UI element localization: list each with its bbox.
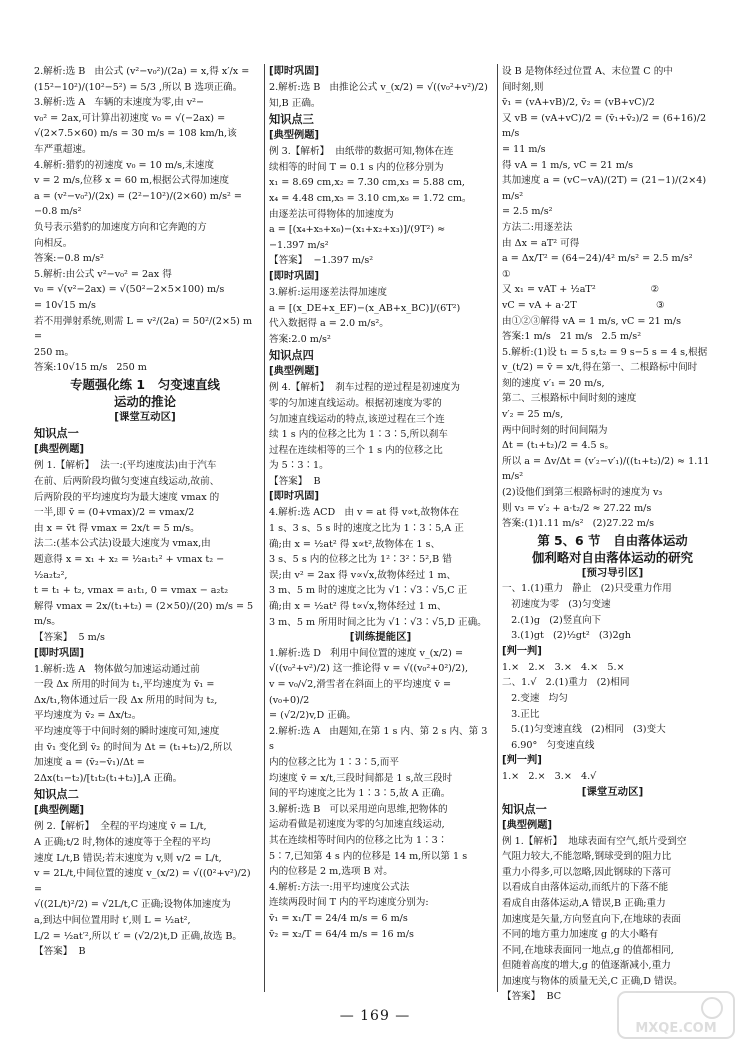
text-line: 例 4.【解析】 刹车过程的逆过程是初速度为 (269, 382, 460, 394)
text-line: Δt = (t₁+t₂)/2 = 4.5 s。 (502, 440, 615, 452)
text-line: 气阻力较大,不能忽略,钢球受到的阻力比 (502, 851, 672, 863)
text-line: 6.90° 匀变速直线 (502, 739, 595, 751)
text-line: x₄ = 4.48 cm,x₅ = 3.10 cm,x₆ = 1.72 cm。 (269, 192, 472, 204)
text-line: 4.解析:方法一:用平均速度公式法 (269, 881, 410, 893)
text-line: 初速度为零 (3)匀变速 (502, 599, 611, 610)
text-line: 250 m。 (34, 346, 75, 358)
section-heading: 知识点三 (269, 113, 314, 127)
text-line: 均速度 v̄ = x/t,三段时间都是 1 s,故三段时 (269, 772, 453, 784)
subsection-label: [判一判] (502, 755, 542, 767)
text-line: 所以 a = Δv/Δt = (v′₂−v′₁)/((t₁+t₂)/2) ≈ 1.11 m/s² (502, 455, 713, 483)
text-line: 3.解析:选 B 可以采用逆向思维,把物体的 (269, 803, 448, 815)
text-line: 2.(1)g (2)竖直向下 (502, 614, 602, 626)
text-line: 由①②③解得 vA = 1 m/s, vC = 21 m/s (502, 315, 682, 327)
text-line: 则 v₃ = v′₂ + a·t₂/2 ≈ 27.22 m/s (502, 502, 652, 514)
text-line: x₁ = 8.69 cm,x₂ = 7.30 cm,x₃ = 5.88 cm, (269, 177, 465, 189)
text-line: 间的平均速度之比为 1∶3∶5,故 A 正确。 (269, 788, 451, 800)
text-line: 【答案】 5 m/s (34, 632, 105, 643)
text-line: 例 2.【解析】 全程的平均速度 v̄ = L/t, (34, 821, 207, 833)
text-line: 3 m、5 m 所用时间之比为 √1∶√3∶√5,D 正确。 (269, 616, 487, 628)
text-line: 刻的速度 v′₁ = 20 m/s, (502, 377, 605, 389)
text-line: 误;由 v² = 2ax 得 v∝√x,故物体经过 1 m、 (269, 569, 457, 581)
text-line: a = (v²−v₀²)/(2x) = (2²−10²)/(2×60) m/s² = −0.8 m/s² (34, 190, 246, 218)
text-line: 不同,在地球表面同一地点,g 的值都相同, (502, 944, 674, 956)
text-line: 答案:(1)1.11 m/s² (2)27.22 m/s (502, 518, 655, 530)
text-line: 不同的地方重力加速度 g 的大小略有 (502, 929, 659, 941)
text-line: 得 vA = 1 m/s, vC = 21 m/s (502, 159, 634, 171)
chapter-title: 专题强化练 1 匀变速直线 (70, 376, 220, 392)
text-line: 一、1.(1)重力 静止 (2)只受重力作用 (502, 583, 672, 595)
chapter-title: 运动的推论 (114, 393, 176, 409)
text-line: 5∶7,已知第 4 s 内的位移是 14 m,所以第 1 s (269, 850, 468, 862)
text-line: 加速度 a = (v̄₂−v̄₁)/Δt = 2Δx(t₁−t₂)/[t₁t₂(t₁+t₂)],A 正确。 (34, 757, 183, 784)
text-line: v_(t/2) = v̄ = x/t,得在第一、二根路标中间时 (502, 362, 698, 374)
text-line: 向相反。 (34, 237, 73, 249)
text-line: 设 B 是物体经过位置 A、末位置 C 的中 (502, 66, 673, 77)
text-line: 平均速度为 v̄₂ = Δx/t₂。 (34, 710, 142, 722)
text-line: 续相等的时间 T = 0.1 s 内的位移分别为 (269, 161, 444, 173)
text-line: 其加速度 a = (vC−vA)/(2T) = (21−1)/(2×4) m/s² (502, 175, 710, 202)
text-line: 答案:−0.8 m/s² (34, 253, 104, 265)
text-line: a = Δx/T² = (64−24)/4² m/s² = 2.5 m/s² ① (502, 253, 718, 280)
text-line: 其在连续相等时间内的位移之比为 1∶3∶ (269, 834, 448, 846)
text-line: a = [(x_DE+x_EF)−(x_AB+x_BC)]/(6T²) (269, 302, 461, 314)
text-line: v̄₁ = x₁/T = 24/4 m/s = 6 m/s (269, 912, 408, 924)
text-line: 2.解析:选 B 由公式 (v²−v₀²)/(2a) = x,得 x′/x = (34, 66, 250, 77)
page-number: — 169 — (339, 1008, 411, 1024)
subsection-label: [典型例题] (34, 444, 85, 456)
text-line: 题意得 x = x₁ + x₂ = ½a₁t₁² + vmax t₂ − (34, 554, 225, 566)
text-line: 连续两段时间 T 内的平均速度分别为: (269, 897, 429, 909)
text-line: 例 3.【解析】 由纸带的数据可知,物体在连 (269, 146, 454, 158)
section-heading: 知识点一 (502, 802, 547, 816)
text-line: 3 s、5 s 内的位移之比为 1²∶3²∶5²,B 错 (269, 554, 452, 566)
text-line: 1.解析:选 A 物体做匀加速运动通过前 (34, 663, 200, 675)
text-line: √((v₀²+v²)/2) 这一推论得 v = √((v₀²+0²)/2), (269, 663, 469, 675)
text-line: vC = vA + a·2T ③ (502, 299, 665, 311)
subsection-label: [判一判] (502, 645, 542, 657)
text-line: 匀加速直线运动的特点,该逆过程在三个连 (269, 413, 445, 425)
text-line: 车严重超速。 (34, 143, 92, 155)
area-label: [课堂互动区] (114, 410, 176, 423)
text-line: 续 1 s 内的位移之比为 1∶3∶5,所以刹车 (269, 429, 448, 441)
text-line: ½a₂t₂², (34, 569, 68, 581)
text-line: 答案:1 m/s 21 m/s 2.5 m/s² (502, 331, 642, 343)
text-line: 1.解析:选 D 利用中间位置的速度 v_(x/2) = (269, 647, 463, 659)
text-line: a,到达中间位置用时 t′,则 L = ½at², (34, 914, 191, 926)
text-line: 两中间时刻的时间间隔为 (502, 424, 608, 436)
text-line: √((2L/t)²/2) = √2L/t,C 正确;设物体加速度为 (34, 899, 231, 911)
text-line: 运动看做是初速度为零的匀加速直线运动, (269, 819, 445, 831)
text-line: 解得 vmax = 2x/(t₁+t₂) = (2×50)/(20) m/s = 5 m/s。 (34, 600, 257, 628)
text-line: 3.正比 (502, 708, 540, 720)
text-line: v′₂ = 25 m/s, (502, 409, 564, 421)
area-label: [训练提能区] (349, 631, 412, 644)
text-line: = (√2/2)v,D 正确。 (269, 710, 356, 722)
svg-text:MXQE.COM: MXQE.COM (635, 1021, 717, 1036)
text-line: 二、1.√ 2.(1)重力 (2)相同 (502, 677, 630, 689)
text-line: 确;由 x = ½at² 得 t∝√x,物体经过 1 m、 (269, 601, 447, 613)
text-line: 看成自由落体运动,A 错误,B 正确;重力 (502, 897, 666, 909)
text-line: 间时刻,则 (502, 81, 544, 93)
text-line: v̄₁ = (vA+vB)/2, v̄₂ = (vB+vC)/2 (502, 97, 655, 109)
chapter-title: 第 5、6 节 自由落体运动 (537, 532, 688, 548)
text-line: 【答案】 B (34, 946, 86, 958)
text-line: 方法二:用逐差法 (502, 221, 573, 233)
text-line: v₀² = 2ax,可计算出初速度 v₀ = √(−2ax) = (34, 112, 226, 124)
subsection-label: [典型例题] (269, 130, 320, 142)
text-line: 3.解析:运用逐差法得加速度 (269, 286, 387, 298)
text-line: 4.解析:猎豹的初速度 v₀ = 10 m/s,末速度 (34, 159, 214, 171)
text-line: 法二:(基本公式法)设最大速度为 vmax,由 (34, 538, 211, 550)
text-line: 零的匀加速直线运动。根据初速度为零的 (269, 397, 442, 409)
text-line: √(2×7.5×60) m/s = 30 m/s = 108 km/h,该 (34, 128, 237, 140)
text-line: a = [(x₄+x₅+x₆)−(x₁+x₂+x₃)]/(9T²) ≈ (269, 224, 446, 236)
text-line: 例 1.【解析】 法一:(平均速度法)由于汽车 (34, 460, 217, 472)
text-line: 确;由 x = ½at² 得 x∝t²,故物体在 1 s、 (269, 538, 441, 550)
subsection-label: [即时巩固] (269, 270, 320, 282)
text-line: 又 vB = (vA+vC)/2 = (v̄₁+v̄₂)/2 = (6+16)/2 m/s (502, 112, 710, 140)
section-heading: 知识点一 (34, 427, 79, 441)
text-line: 后两阶段的平均速度均为最大速度 vmax 的 (34, 491, 220, 503)
text-line: 加速度与物体的质量无关,C 正确,D 错误。 (502, 975, 683, 987)
text-line: t = t₁ + t₂, vmax = a₁t₁, 0 = vmax − a₂t₂ (34, 585, 229, 597)
text-line: 例 1.【解析】 地球表面有空气,纸片受到空 (502, 835, 687, 847)
subsection-label: [典型例题] (34, 805, 85, 817)
text-line: = 10√15 m/s (34, 299, 96, 311)
text-line: 5.解析:由公式 v²−v₀² = 2ax 得 (34, 268, 172, 280)
text-line: 2.解析:选 B 由推论公式 v_(x/2) = √((v₀²+v²)/2) (269, 82, 488, 93)
text-line: A 正确;t/2 时,物体的速度等于全程的平均 (34, 836, 211, 848)
column-middle (264, 64, 492, 992)
text-line: = 11 m/s (502, 143, 546, 155)
text-line: 以看成自由落体运动,而纸片的下落不能 (502, 882, 669, 894)
text-line: 2.解析:选 A 由题知,在第 1 s 内、第 2 s 内、第 3 s (269, 725, 491, 753)
text-line: v̄₂ = x₂/T = 64/4 m/s = 16 m/s (269, 928, 414, 940)
text-line: 内的位移之比为 1∶3∶5,而平 (269, 756, 399, 768)
text-line: 又 x₁ = vAT + ½aT² ② (502, 284, 660, 296)
watermark-logo (616, 990, 736, 1040)
section-heading: 知识点二 (34, 788, 79, 802)
text-line: 加速度是矢量,方向竖直向下,在地球的表面 (502, 913, 681, 925)
text-line: 一半,即 v̄ = (0+vmax)/2 = vmax/2 (34, 507, 195, 519)
subsection-label: [即时巩固] (269, 66, 320, 77)
text-line: 在前、后两阶段均做匀变速直线运动,故前、 (34, 476, 220, 488)
text-line: 【答案】 B (269, 475, 321, 487)
subsection-label: [典型例题] (502, 819, 553, 831)
text-line: 由 Δx = aT² 可得 (502, 237, 580, 249)
text-line: 由 x = v̄t 得 vmax = 2x/t = 5 m/s。 (34, 522, 200, 534)
text-line: (15²−10²)/(10²−5²) = 5/3 ,所以 B 选项正确。 (34, 81, 243, 93)
text-line: 一段 Δx 所用的时间为 t₁,平均速度为 v̄₁ = (34, 679, 215, 691)
text-line: 4.解析:选 ACD 由 v = at 得 v∝t,故物体在 (269, 507, 459, 519)
text-line: 5.解析:(1)设 t₁ = 5 s,t₂ = 9 s−5 s = 4 s,根据 (502, 346, 708, 358)
text-line: 1 s、3 s、5 s 时的速度之比为 1∶3∶5,A 正 (269, 523, 464, 535)
text-line: 第二、三根路标中间时刻的速度 (502, 393, 637, 405)
area-label: [课堂互动区] (581, 785, 644, 798)
area-label: [预习导引区] (581, 566, 644, 579)
text-line: 为 5∶3∶1。 (269, 460, 329, 472)
subsection-label: [即时巩固] (34, 647, 85, 659)
text-line: 平均速度等于中间时刻的瞬时速度可知,速度 (34, 725, 220, 737)
column-left (34, 64, 256, 992)
text-line: L/2 = ½at′²,所以 t′ = (√2/2)t,D 正确,故选 B。 (34, 930, 243, 942)
text-line: 【答案】 BC (502, 991, 562, 1003)
text-line: v₀ = √(v²−2ax) = √(50²−2×5×100) m/s (34, 284, 225, 296)
text-line: = 2.5 m/s² (502, 206, 553, 218)
text-line: (2)设他们到第三根路标时的速度为 v₃ (502, 487, 663, 499)
text-line: 代入数据得 a = 2.0 m/s²。 (269, 318, 389, 330)
column-right (497, 64, 723, 1003)
text-line: 负号表示猎豹的加速度方向和它奔跑的方 (34, 221, 207, 233)
subsection-label: [即时巩固] (269, 491, 320, 503)
chapter-title: 伽利略对自由落体运动的研究 (531, 549, 694, 565)
text-line: Δx/t₁,物体通过后一段 Δx 所用的时间为 t₂, (34, 694, 218, 706)
text-line: 速度 L/t,B 错误;若末速度为 v,则 v/2 = L/t, (34, 852, 222, 864)
text-line: 过程在连续相等的三个 1 s 内的位移之比 (269, 444, 443, 456)
text-line: 知,B 正确。 (269, 97, 321, 109)
text-line: v = v₀/√2,滑雪者在斜面上的平均速度 v̄ = (v₀+0)/2 (269, 679, 455, 706)
text-line: 但随着高度的增大,g 的值逐渐减小,重力 (502, 960, 671, 972)
text-line: 3.解析:选 A 车辆的末速度为零,由 v²− (34, 97, 205, 109)
text-line: −1.397 m/s² (269, 239, 329, 251)
text-line: 由 v̄₁ 变化到 v̄₂ 的时间为 Δt = (t₁+t₂)/2,所以 (34, 741, 232, 753)
text-line: 1.× 2.× 3.× 4.√ (502, 771, 597, 783)
section-heading: 知识点四 (269, 349, 314, 363)
text-line: 答案:10√15 m/s 250 m (34, 362, 147, 374)
text-line: 若不用弹射系统,则需 L = v²/(2a) = 50²/(2×5) m = (34, 315, 256, 343)
text-line: v = 2L/t,中间位置的速度 v_(x/2) = √((0²+v²)/2) = (34, 868, 254, 895)
text-line: 2.变速 均匀 (502, 692, 568, 704)
text-line: 答案:2.0 m/s² (269, 333, 331, 345)
text-line: 由逐差法可得物体的加速度为 (269, 208, 394, 220)
text-line: 5.(1)匀变速直线 (2)相同 (3)变大 (502, 724, 666, 736)
text-line: 3 m、5 m 时的速度之比为 √1∶√3∶√5,C 正 (269, 585, 468, 597)
text-line: 3.(1)gt (2)½gt² (3)2gh (502, 630, 631, 642)
text-line: 内的位移是 2 m,选项 B 对。 (269, 866, 393, 878)
text-line: 1.× 2.× 3.× 4.× 5.× (502, 661, 625, 673)
text-line: 重力小得多,可以忽略,因此钢球的下落可 (502, 866, 672, 878)
text-line: 【答案】 −1.397 m/s² (269, 255, 374, 267)
subsection-label: [典型例题] (269, 366, 320, 378)
text-line: v = 2 m/s,位移 x = 60 m,根据公式得加速度 (34, 175, 229, 187)
